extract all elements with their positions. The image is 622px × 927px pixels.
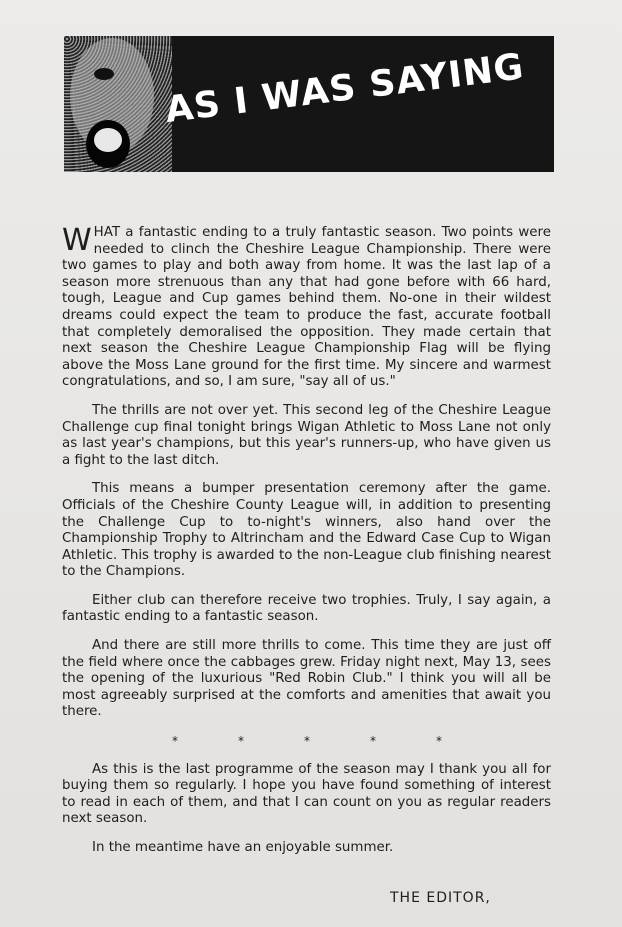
face-silhouette-icon [64, 36, 172, 172]
editorial-article [62, 225, 551, 869]
section-divider-stars [142, 733, 472, 750]
editor-signoff: THE EDITOR, [390, 890, 491, 906]
header-banner [64, 36, 554, 172]
drop-cap: W [62, 223, 92, 258]
star-icon: * [370, 734, 376, 749]
article-paragraph-3: This means a bumper presentation ceremony after the game. Officials of the Cheshire County League will, in addition to presenting the Challenge Cup to to-night's winners, also hand over the Championship Trophy to Altrincham and the Edward Case Cup to Wigan Athletic. This trophy is awarded to the non-League club finishing nearest to the Champions. [62, 481, 551, 580]
article-paragraph-2: The thrills are not over yet. This second leg of the Cheshire League Challenge cup final tonight brings Wigan Athletic to Moss Lane not only as last year's champions, but this year's runners-up, who have given us a fight to the last ditch. [62, 402, 551, 468]
star-icon: * [238, 734, 244, 749]
star-icon: * [304, 734, 310, 749]
article-paragraph-6: As this is the last programme of the season may I thank you all for buying them so regularly. I hope you have found something of interest to read in each of them, and that I can count on you as regular readers next season. [62, 761, 551, 827]
star-icon: * [436, 734, 442, 749]
article-paragraph-1: WHAT a fantastic ending to a truly fantastic season. Two points were needed to clinch the Cheshire League Championship. There were two games to play and both away from home. It was the last lap of a season more strenuous than any that had gone before with 66 hard, tough, League and Cup games behind them. No-one in their wildest dreams could expect the team to produce the fast, accurate football that completely demoralised the opposition. They made certain that next season the Cheshire League Championship Flag will be flying above the Moss Lane ground for the first time. My sincere and warmest congratulations, and so, I am sure, "say all of us." [62, 223, 551, 390]
article-paragraph-7: In the meantime have an enjoyable summer. [92, 840, 394, 855]
screaming-face-image [64, 36, 172, 172]
star-icon: * [172, 734, 178, 749]
article-paragraph-4: Either club can therefore receive two trophies. Truly, I say again, a fantastic ending to a fantastic season. [62, 592, 551, 625]
article-paragraph-5: And there are still more thrills to come. This time they are just off the field where once the cabbages grew. Friday night next, May 13, sees the opening of the luxurious "Red Robin Club." I think you will all be most agreeably surprised at the comforts and amenities that await you there. [62, 638, 551, 720]
page-title: AS I WAS SAYING [163, 46, 527, 131]
